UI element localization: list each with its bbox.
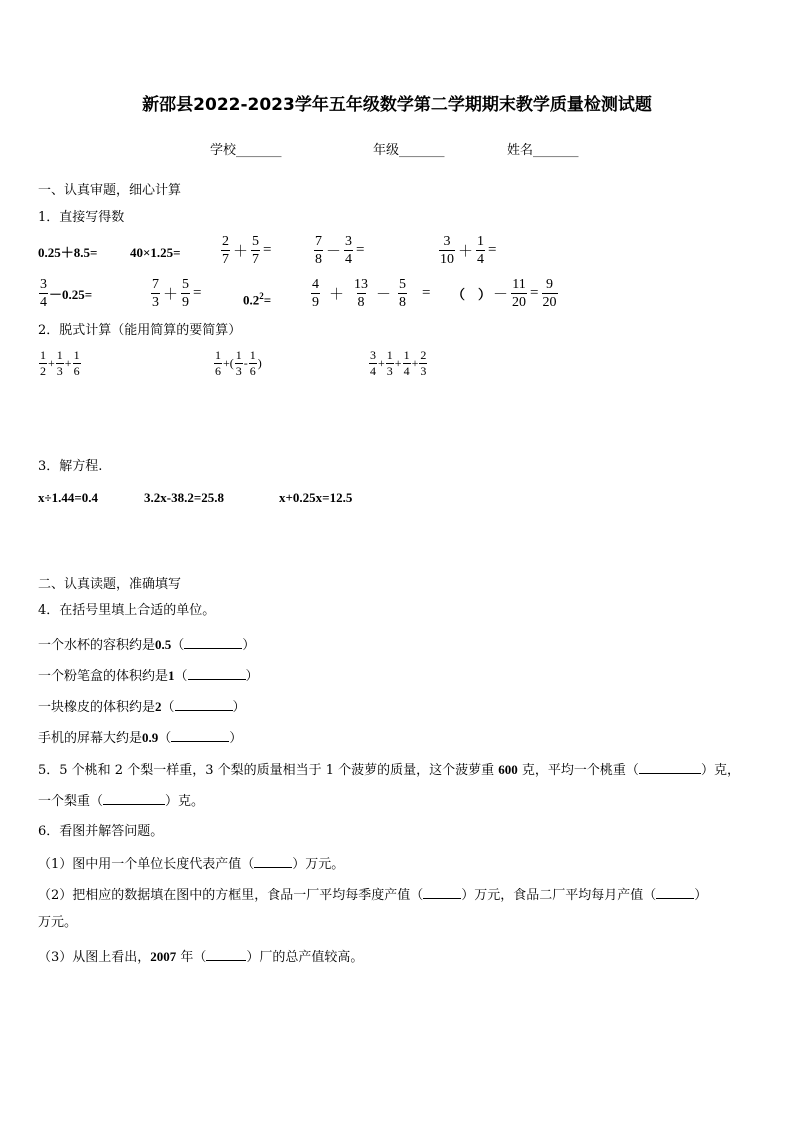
question-6-part2-cont: 万元。 [38,915,78,930]
calc-2c: $0.2^2=$ [243,291,272,308]
calc-2a: $\frac{3}{4}$ －0.25= [40,277,93,310]
unit-item-3: 一块橡皮的体积约是2（ ） [38,699,246,715]
calc-2d: $\frac{4}{9}$ ＋ $\frac{13}{8}$ － $\frac{5}{8}$ = [312,277,431,310]
school-field: 学校_______ [210,143,282,158]
calc-1e: $\frac{3}{10}$ ＋ $\frac{1}{4}$ = [440,234,497,267]
unit-item-2: 一个粉笔盒的体积约是1（ ） [38,668,259,684]
mixed-calc-3: $\frac{3}{4}$ + $\frac{1}{3}$ + $\frac{1}{4}$ + $\frac{2}{3}$ [370,348,427,378]
question-6-part3: （3）从图上看出，2007 年（ ）厂的总产值较高。 [38,949,364,965]
equation-2: 3.2x-38.2=25.8 [144,490,224,505]
unit-item-4: 手机的屏幕大约是0.9（ ） [38,730,243,746]
question-6-part2: （2）把相应的数据填在图中的方框里，食品一厂平均每季度产值（ ）万元，食品二厂平均每月产值（ ） [38,888,708,903]
question-6-title: 6．看图并解答问题。 [38,824,164,839]
calc-1a: 0.25＋8.5= [38,245,98,260]
question-4-title: 4．在括号里填上合适的单位。 [38,603,216,618]
question-3-title: 3．解方程. [38,459,103,474]
calc-2b: $\frac{7}{3}$ ＋ $\frac{5}{9}$ = [152,277,202,310]
section1-heading: 一、认真审题，细心计算 [38,183,182,198]
calc-2e: （ ） － $\frac{11}{20}$ = $\frac{9}{20}$ [452,277,557,310]
name-field: 姓名_______ [507,143,579,158]
question-2-title: 2．脱式计算（能用简算的要简算） [38,323,242,338]
question-6-part1: （1）图中用一个单位长度代表产值（ ）万元。 [38,857,345,872]
calc-1d: $\frac{7}{8}$ － $\frac{3}{4}$ = [315,234,365,267]
grade-field: 年级_______ [373,143,445,158]
page-title: 新邵县2022-2023学年五年级数学第二学期期末教学质量检测试题 [142,95,652,115]
calc-1c: $\frac{2}{7}$ ＋ $\frac{5}{7}$ = [222,234,272,267]
question-5-line2: 一个梨重（ ）克。 [38,794,205,809]
calc-1b: 40×1.25= [130,245,181,260]
unit-item-1: 一个水杯的容积约是0.5（ ） [38,637,256,653]
question-1-title: 1．直接写得数 [38,210,125,225]
mixed-calc-2: $\frac{1}{6}$ +( $\frac{1}{3}$ - $\frac{1}{6}$ ) [215,348,262,378]
equation-1: x÷1.44=0.4 [38,490,99,505]
section2-heading: 二、认真读题，准确填写 [38,577,182,592]
mixed-calc-1: $\frac{1}{2}$ + $\frac{1}{3}$ + $\frac{1}{6}$ [40,348,80,378]
question-5-line1: 5．5 个桃和 2 个梨一样重，3 个梨的质量相当于 1 个菠萝的质量，这个菠萝重 600 克，平均一个桃重（ ）克， [38,762,740,778]
equation-3: x+0.25x=12.5 [279,490,353,505]
